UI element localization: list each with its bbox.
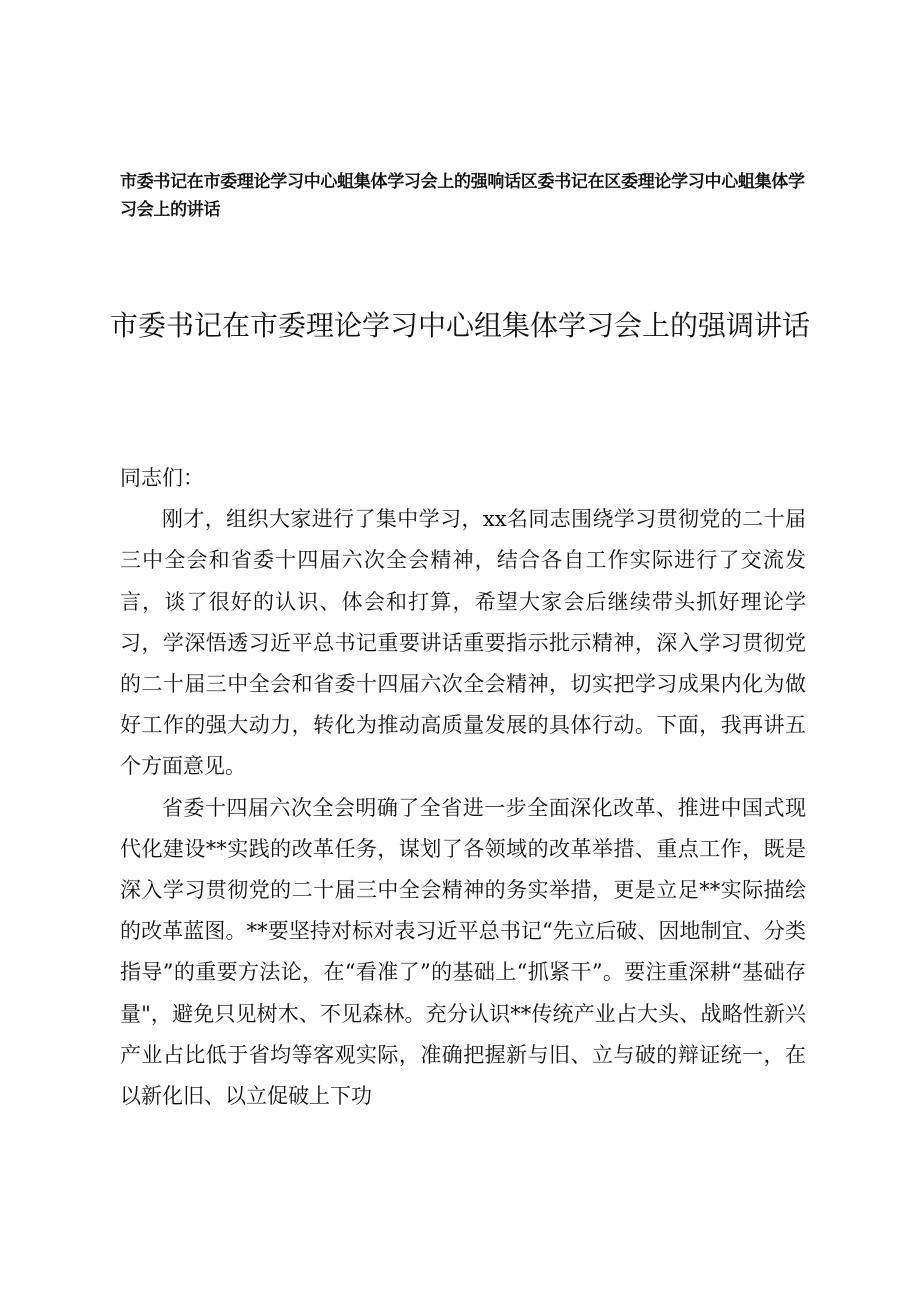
- document-header: 市委书记在市委理论学习中心蛆集体学习会上的强响话区委书记在区委理论学习中心蛆集体学习会上的讲话: [120, 172, 805, 220]
- paragraph-2: 省委十四届六次全会明确了全省进一步全面深化改革、推进中国式现代化建设**实践的改革任务，谋划了各领域的改革举措、重点工作，既是深入学习贯彻党的二十届三中全会精神的务实举措，更是立足**实际描绘的改革蓝图。**要坚持对标对表习近平总书记“先立后破、因地制宜、分类指导”的重要方法论，在“看准了”的基础上“抓紧干”。要注重深耕“基础存量"，避免只见树木、不见森林。充分认识**传统产业占大头、战略性新兴产业占比低于省均等客观实际，准确把握新与旧、立与破的辩证统一，在以新化旧、以立促破上下功: [120, 795, 806, 1109]
- document-body: [120, 458, 806, 1117]
- salutation: 同志们：: [120, 466, 204, 490]
- paragraph-1: 刚才，组织大家进行了集中学习，xx名同志围绕学习贯彻党的二十届三中全会和省委十四届六次全会精神，结合各自工作实际进行了交流发言，谈了很好的认识、体会和打算，希望大家会后继续带头抓好理论学习，学深悟透习近平总书记重要讲话重要指示批示精神，深入学习贯彻党的二十届三中全会和省委十四届六次全会精神，切实把学习成果内化为做好工作的强大动力，转化为推动高质量发展的具体行动。下面，我再讲五个方面意见。: [120, 507, 806, 779]
- document-title: 市委书记在市委理论学习中心组集体学习会上的强调讲话: [109, 309, 810, 342]
